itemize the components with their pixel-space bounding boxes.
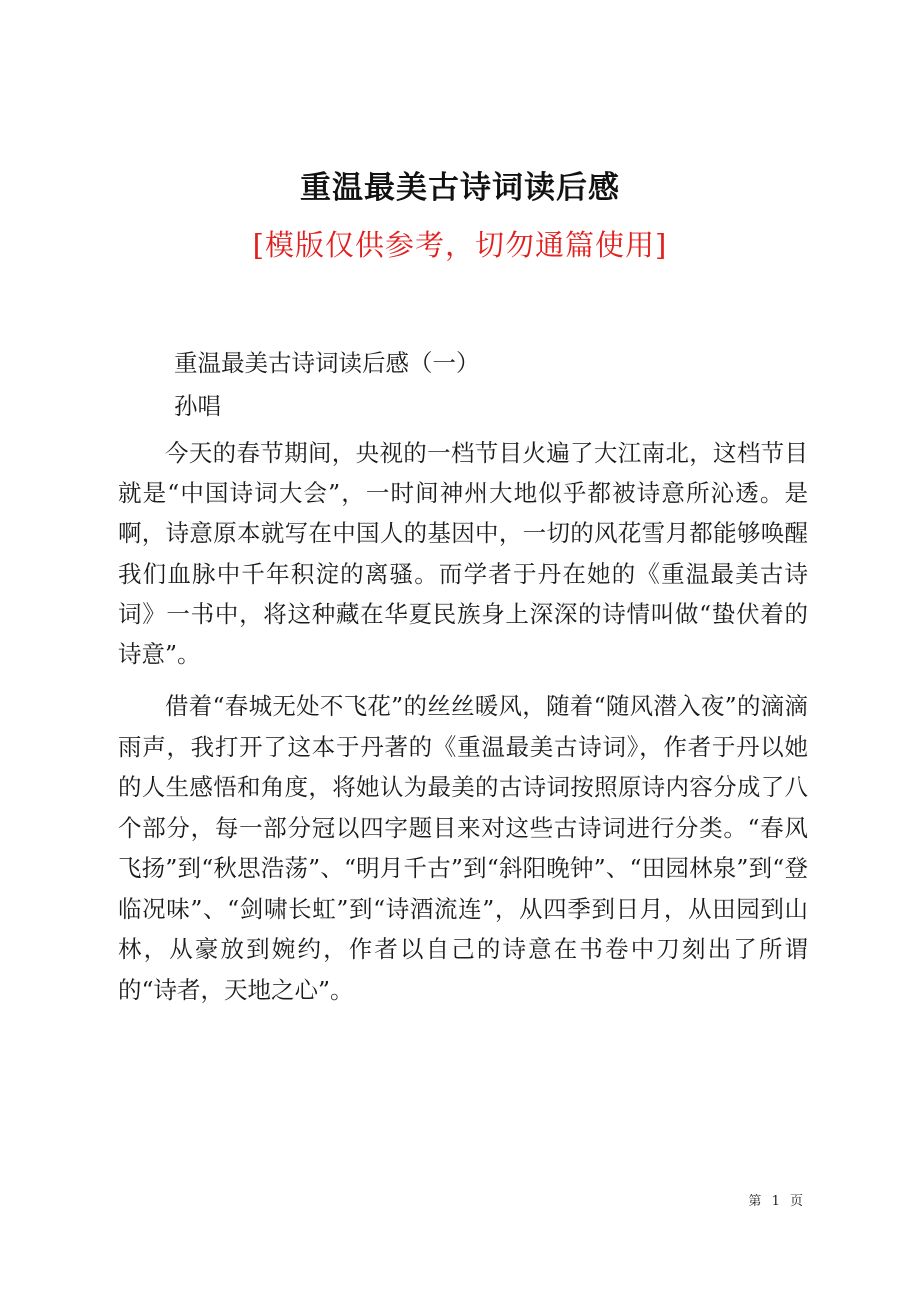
- paragraph: 借着“春城无处不飞花”的丝丝暖风，随着“随风潜入夜”的滴滴雨声，我打开了这本于丹著的《重温最美古诗词》，作者于丹以她的人生感悟和角度，将她认为最美的古诗词按照原诗内容分成了八个部分，每一部分冠以四字题目来对这些古诗词进行分类。“春风飞扬”到“秋思浩荡”、“明月千古”到“斜阳晚钟”、“田园林泉”到“登临况味”、“剑啸长虹”到“诗酒流连”，从四季到日月，从田园到山林，从豪放到婉约，作者以自己的诗意在书卷中刀刻出了所谓的“诗者，天地之心”。: [118, 692, 808, 1004]
- page-label-suffix: 页: [789, 1194, 804, 1209]
- section-heading: 重温最美古诗词读后感（一）: [174, 349, 480, 377]
- document-title: 重温最美古诗词读后感: [300, 170, 620, 206]
- author-name: 孙唱: [174, 392, 221, 420]
- template-notice: [模版仅供参考，切勿通篇使用]: [252, 228, 668, 262]
- page-number: 1: [771, 1194, 781, 1209]
- page-footer: [746, 1190, 806, 1209]
- paragraph: 今天的春节期间，央视的一档节目火遍了大江南北，这档节目就是“中国诗词大会”，一时间神州大地似乎都被诗意所沁透。是啊，诗意原本就写在中国人的基因中，一切的风花雪月都能够唤醒我们血脉中千年积淀的离骚。而学者于丹在她的《重温最美古诗词》一书中，将这种藏在华夏民族身上深深的诗情叫做“蛰伏着的诗意”。: [118, 439, 808, 669]
- page-label-prefix: 第: [748, 1194, 763, 1209]
- document-body: [118, 342, 808, 1010]
